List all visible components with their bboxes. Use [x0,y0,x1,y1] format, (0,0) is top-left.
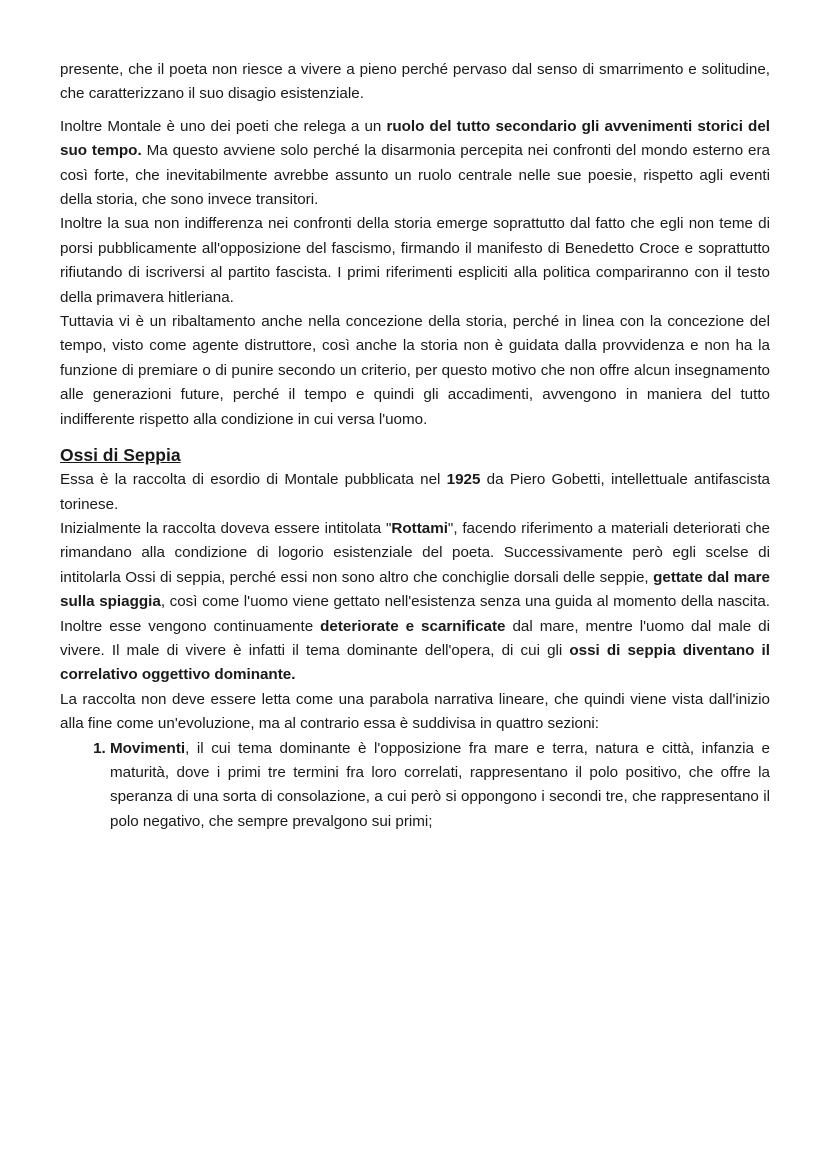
paragraph-intro-4: Tuttavia vi è un ribaltamento anche nella concezione della storia, perché in linea con la concezione del tempo, visto come agente distruttore, così anche la storia non è guidata dalla provvidenza e non ha la funzione di premiare o di punire secondo un criterio, per questo motivo che non offre alcun insegnamento alle generazioni future, perché il tempo e quindi gli accadimenti, avvengono in maniera del tutto indifferente rispetto alla condizione in cui versa l'uomo. [60,313,770,428]
bold-title-rottami: Rottami [391,519,448,537]
paragraph-ossi-2: Inizialmente la raccolta doveva essere intitolata "Rottami", facendo riferimento a materiali deteriorati che rimandano alla condizione di logorio esistenziale del poeta. Successivamente però egli scelse di intitolarla Ossi di seppia, perché essi non sono altro che conchiglie dorsali delle seppie, gettate dal mare sulla spiaggia, così come l'uomo viene gettato nell'esistenza senza una guida al momento della nascita. Inoltre esse vengono continuamente deteriorate e scarnificate dal mare, mentre l'uomo dal male di vivere. Il male di vivere è infatti il tema dominante dell'opera, di cui gli ossi di seppia diventano il correlativo oggettivo dominante. [60,519,771,684]
list-item-text: , il cui tema dominante è l'opposizione fra mare e terra, natura e città, infanzia e maturità, dove i primi tre termini fra loro correlati, rappresentano il polo positivo, che offre la speranza di una sorta di consolazione, a cui però si oppongono i secondi tre, che rappresentano il polo negativo, che sempre prevalgono sui primi; [110,739,770,830]
section-heading-ossi-di-seppia: Ossi di Seppia [60,445,181,466]
paragraph-intro-3: Inoltre la sua non indifferenza nei confronti della storia emerge soprattutto dal fatto che egli non teme di porsi pubblicamente all'opposizione del fascismo, firmando il manifesto di Benedetto Croce e soprattutto rifiutando di iscriversi al partito fascista. I primi riferimenti espliciti alla politica compariranno con il testo della primavera hitleriana. [60,215,770,306]
paragraph-ossi-1: Essa è la raccolta di esordio di Montale pubblicata nel 1925 da Piero Gobetti, intellettuale antifascista torinese. [60,471,770,513]
bold-phrase: gettate dal mare sulla spiaggia [60,568,770,611]
paragraph-intro-2: Inoltre Montale è uno dei poeti che relega a un ruolo del tutto secondario gli avvenimenti storici del suo tempo. Ma questo avviene solo perché la disarmonia percepita nei confronti del mondo esterno era così forte, che inevitabilmente avrebbe assunto un ruolo centrale nelle sue poesie, rispetto agli eventi della storia, che sono invece transitori. [60,117,770,209]
list-item [110,737,770,835]
document-page [60,58,770,834]
list-item-title: Movimenti [110,739,186,757]
bold-phrase: ossi di seppia diventano il correlativo oggettivo dominante. [60,641,770,684]
sections-list [60,737,770,835]
bold-year: 1925 [446,471,481,489]
bold-phrase: ruolo del tutto secondario gli avvenimenti storici del suo tempo. [60,117,770,160]
paragraph-intro-1: presente, che il poeta non riesce a vivere a pieno perché pervaso dal senso di smarrimento e solitudine, che caratterizzano il suo disagio esistenziale. [60,61,770,103]
bold-phrase: deteriorate e scarnificate [320,617,506,635]
paragraph-ossi-3: La raccolta non deve essere letta come una parabola narrativa lineare, che quindi viene vista dall'inizio alla fine come un'evoluzione, ma al contrario essa è suddivisa in quattro sezioni: [60,690,770,733]
